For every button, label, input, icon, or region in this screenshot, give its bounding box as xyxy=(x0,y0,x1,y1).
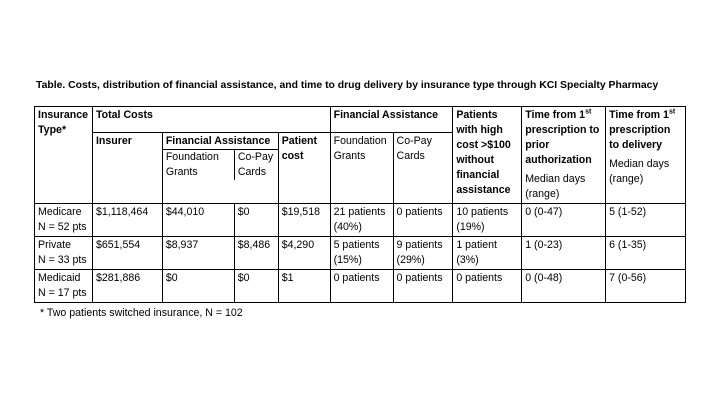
header-time-to-delivery: Time from 1st prescription to delivery Median days (range) xyxy=(606,107,686,204)
cell-time-delivery: 7 (0-56) xyxy=(606,270,686,303)
table-row xyxy=(35,204,686,237)
table-title: Table. Costs, distribution of financial assistance, and time to drug delivery by insurance type through KCI Specialty Pharmacy xyxy=(36,80,659,91)
header-nested-financial-assistance: Financial Assistance Foundation Grants Co-Pay Cards xyxy=(162,133,278,204)
table-row xyxy=(35,237,686,270)
header-fa-foundation-grants: Foundation Grants xyxy=(330,133,393,204)
cell-insurer: $1,118,464 xyxy=(92,204,162,237)
cell-fa-copay: 0 patients xyxy=(393,204,453,237)
cell-insurer: $651,554 xyxy=(92,237,162,270)
cell-copay-cards: $8,486 xyxy=(234,237,278,270)
header-patient-cost: Patient cost xyxy=(278,133,330,204)
cell-fa-copay: 9 patients (29%) xyxy=(393,237,453,270)
cell-copay-cards: $0 xyxy=(234,204,278,237)
cell-high-cost: 10 patients (19%) xyxy=(453,204,522,237)
cell-foundation-grants: $0 xyxy=(162,270,234,303)
header-row-1 xyxy=(35,107,686,133)
cell-insurance-type: Medicaid N = 17 pts xyxy=(35,270,93,303)
cell-insurance-type: Medicare N = 52 pts xyxy=(35,204,93,237)
cell-foundation-grants: $8,937 xyxy=(162,237,234,270)
header-insurer: Insurer xyxy=(92,133,162,204)
header-fa-copay-cards: Co-Pay Cards xyxy=(393,133,453,204)
cell-time-prior-auth: 1 (0-23) xyxy=(522,237,606,270)
table-row xyxy=(35,270,686,303)
cell-time-delivery: 5 (1-52) xyxy=(606,204,686,237)
cell-time-delivery: 6 (1-35) xyxy=(606,237,686,270)
footnote: * Two patients switched insurance, N = 102 xyxy=(40,307,243,319)
data-table xyxy=(34,106,686,303)
cell-fa-foundation: 0 patients xyxy=(330,270,393,303)
cell-copay-cards: $0 xyxy=(234,270,278,303)
cell-fa-foundation: 5 patients (15%) xyxy=(330,237,393,270)
cell-patient-cost: $1 xyxy=(278,270,330,303)
cell-patient-cost: $19,518 xyxy=(278,204,330,237)
cell-insurance-type: Private N = 33 pts xyxy=(35,237,93,270)
header-time-to-prior-auth: Time from 1st prescription to prior authorization Median days (range) xyxy=(522,107,606,204)
cell-time-prior-auth: 0 (0-47) xyxy=(522,204,606,237)
cell-patient-cost: $4,290 xyxy=(278,237,330,270)
cell-high-cost: 1 patient (3%) xyxy=(453,237,522,270)
header-high-cost-patients: Patients with high cost >$100 without financial assistance xyxy=(453,107,522,204)
cell-foundation-grants: $44,010 xyxy=(162,204,234,237)
cell-fa-foundation: 21 patients (40%) xyxy=(330,204,393,237)
header-financial-assistance: Financial Assistance xyxy=(330,107,453,133)
header-total-costs: Total Costs xyxy=(92,107,330,133)
cell-fa-copay: 0 patients xyxy=(393,270,453,303)
header-insurance-type: Insurance Type* xyxy=(35,107,93,204)
cell-time-prior-auth: 0 (0-48) xyxy=(522,270,606,303)
cell-insurer: $281,886 xyxy=(92,270,162,303)
cell-high-cost: 0 patients xyxy=(453,270,522,303)
